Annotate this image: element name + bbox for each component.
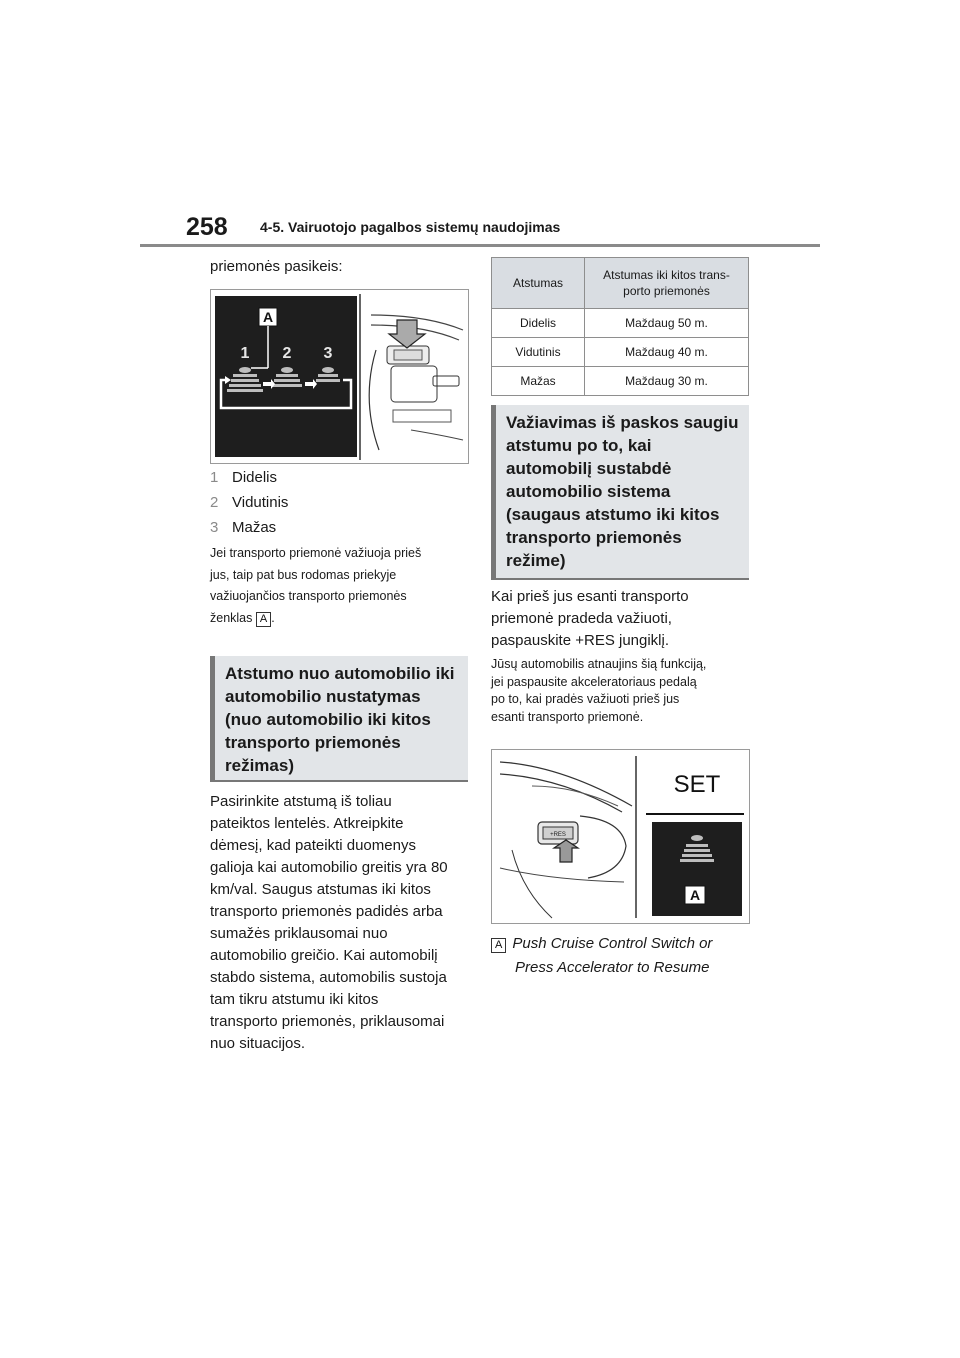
- figure1-number-1: 1: [240, 345, 250, 362]
- table-row: Didelis Maždaug 50 m.: [492, 309, 749, 338]
- list-item: 3 Mažas: [210, 519, 277, 536]
- list-item: 1 Didelis: [210, 469, 278, 486]
- key-a-badge: A: [256, 612, 271, 627]
- figure2-caption: A Push Cruise Control Switch or Press Accelerator to Resume: [491, 932, 753, 980]
- set-label: SET: [673, 771, 721, 798]
- distance-list: [210, 465, 288, 540]
- figure1-number-2: 2: [282, 345, 292, 362]
- heading-follow-after-stop: Važiavimas iš paskos saugiu atstumu po to, kai automobilį sustabdė automobilio sistema (saugaus atstumo iki kitos transporto priemonės režime): [491, 405, 749, 580]
- table-header: Atstumas iki kitos trans- porto priemonės: [585, 258, 749, 309]
- table-header: Atstumas: [492, 258, 585, 309]
- section-title: 4-5. Vairuotojo pagalbos sistemų naudojimas: [260, 219, 561, 235]
- list-item: 2 Vidutinis: [210, 494, 289, 511]
- table-row: Mažas Maždaug 30 m.: [492, 367, 749, 396]
- paragraph-resume: Kai prieš jus esanti transporto priemonė pradeda važiuoti, paspauskite +RES jungiklį.: [491, 588, 689, 649]
- res-switch-label: +RES: [550, 832, 566, 838]
- header-rule: [140, 244, 820, 247]
- press-arrow-icon: [389, 320, 425, 348]
- note-resume: Jūsų automobilis atnaujins šią funkciją, jei paspausite akceleratoriaus pedalą po to, kai pradės važiuoti prieš jus esanti transporto priemonė.: [491, 657, 707, 724]
- distance-display-illustration: [211, 290, 468, 463]
- figure1-label-a: A: [262, 309, 274, 325]
- paragraph-distance-info: Pasirinkite atstumą iš toliau pateiktos lentelės. Atkreipkite dėmesį, kad pateikti duomenys galioja kai automobilio greitis yra 80 km/val. Saugus atstumas iki kitos transporto priemonės padidės arba sumažės priklausomai nuo automobilio greičio. Kai automobilį stabdo sistema, automobilis sustoja tam tikru atstumu iki kitos transporto priemonės, priklausomai nuo situacijos.: [210, 793, 448, 1052]
- figure1-number-3: 3: [323, 345, 333, 362]
- heading-distance-setting: Atstumo nuo automobilio iki automobilio nustatymas (nuo automobilio iki kitos transporto priemonės režimas): [210, 656, 468, 782]
- table-row: Vidutinis Maždaug 40 m.: [492, 338, 749, 367]
- page-number: 258: [186, 213, 228, 241]
- figure-resume-switch: [491, 749, 750, 924]
- key-a-badge: A: [491, 938, 506, 953]
- figure-distance-display: [210, 289, 469, 464]
- resume-switch-illustration: [492, 750, 749, 923]
- intro-text: priemonės pasikeis:: [210, 258, 343, 275]
- figure2-label-a: A: [689, 887, 701, 903]
- note-preceding-vehicle: Jei transporto priemonė važiuoja prieš jus, taip pat bus rodomas priekyje važiuojančios transporto priemonės ženklas A .: [210, 546, 422, 625]
- distance-table: [491, 257, 749, 396]
